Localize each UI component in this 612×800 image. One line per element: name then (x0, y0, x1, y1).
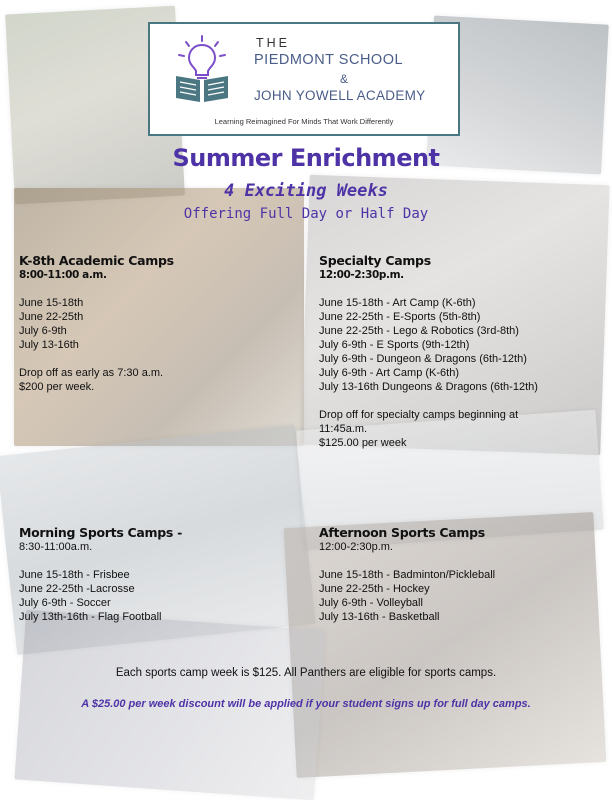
logo-the: THE (256, 36, 290, 50)
section-price: $200 per week. (19, 381, 95, 393)
list-item: July 13th-16th - Flag Football (19, 611, 162, 623)
section-note: Drop off as early as 7:30 a.m. (19, 367, 164, 379)
section-time: 8:30-11:00a.m. (19, 541, 93, 553)
list-item: June 22-25th -Lacrosse (19, 583, 135, 595)
page-title: Summer Enrichment (172, 144, 440, 172)
list-item: June 15-18th - Badminton/Pickleball (319, 569, 496, 581)
academic-camps-section (19, 253, 289, 394)
list-item: June 15-18th (19, 297, 84, 309)
section-heading: K-8th Academic Camps (19, 253, 174, 268)
list-item: July 6-9th - E Sports (9th-12th) (319, 339, 470, 351)
list-item: July 6-9th - Volleyball (319, 597, 423, 609)
list-item: July 13-16th - Basketball (319, 611, 440, 623)
list-item: July 6-9th - Dungeon & Dragons (6th-12th) (319, 353, 527, 365)
section-time: 8:00-11:00 a.m. (19, 269, 107, 281)
list-item: July 6-9th - Soccer (19, 597, 111, 609)
date-list (19, 296, 289, 352)
specialty-camps-section (319, 253, 604, 450)
section-price: $125.00 per week (319, 437, 407, 449)
logo-ampersand: & (340, 72, 349, 86)
section-time: 12:00-2:30p.m. (319, 269, 404, 281)
logo-school-name: PIEDMONT SCHOOL (254, 52, 404, 68)
list-item: June 15-18th - Frisbee (19, 569, 130, 581)
list-item: July 6-9th - Art Camp (K-6th) (319, 367, 459, 379)
section-heading: Specialty Camps (319, 253, 431, 268)
camp-list (19, 568, 289, 624)
list-item: June 22-25th - Hockey (319, 583, 430, 595)
sports-pricing-note: Each sports camp week is $125. All Panthers are eligible for sports camps. (115, 667, 497, 679)
page-subtitle-secondary: Offering Full Day or Half Day (183, 206, 429, 222)
list-item: July 13-16th (19, 339, 79, 351)
logo-tagline: Learning Reimagined For Minds That Work Differently (214, 117, 394, 126)
list-item: June 22-25th - E-Sports (5th-8th) (319, 311, 481, 323)
list-item: July 6-9th (19, 325, 67, 337)
section-heading: Morning Sports Camps - (19, 525, 183, 540)
list-item: June 22-25th - Lego & Robotics (3rd-8th) (319, 325, 519, 337)
list-item: June 15-18th - Art Camp (K-6th) (319, 297, 476, 309)
page-subtitle: 4 Exciting Weeks (224, 181, 388, 201)
logo-academy-name: JOHN YOWELL ACADEMY (254, 88, 426, 103)
discount-note: A $25.00 per week discount will be applied if your student signs up for full day camps. (81, 698, 531, 710)
list-item: June 22-25th (19, 311, 84, 323)
camp-list (319, 568, 604, 624)
lightbulb-book-icon (172, 34, 232, 106)
section-heading: Afternoon Sports Camps (319, 525, 485, 540)
afternoon-sports-section (319, 525, 604, 624)
school-logo (148, 22, 460, 136)
list-item: July 13-16th Dungeons & Dragons (6th-12th) (319, 381, 538, 393)
camp-list (319, 296, 604, 394)
section-time: 12:00-2:30p.m. (319, 541, 393, 553)
morning-sports-section (19, 525, 289, 624)
section-note: Drop off for specialty camps beginning at 11:45a.m. (319, 409, 519, 435)
